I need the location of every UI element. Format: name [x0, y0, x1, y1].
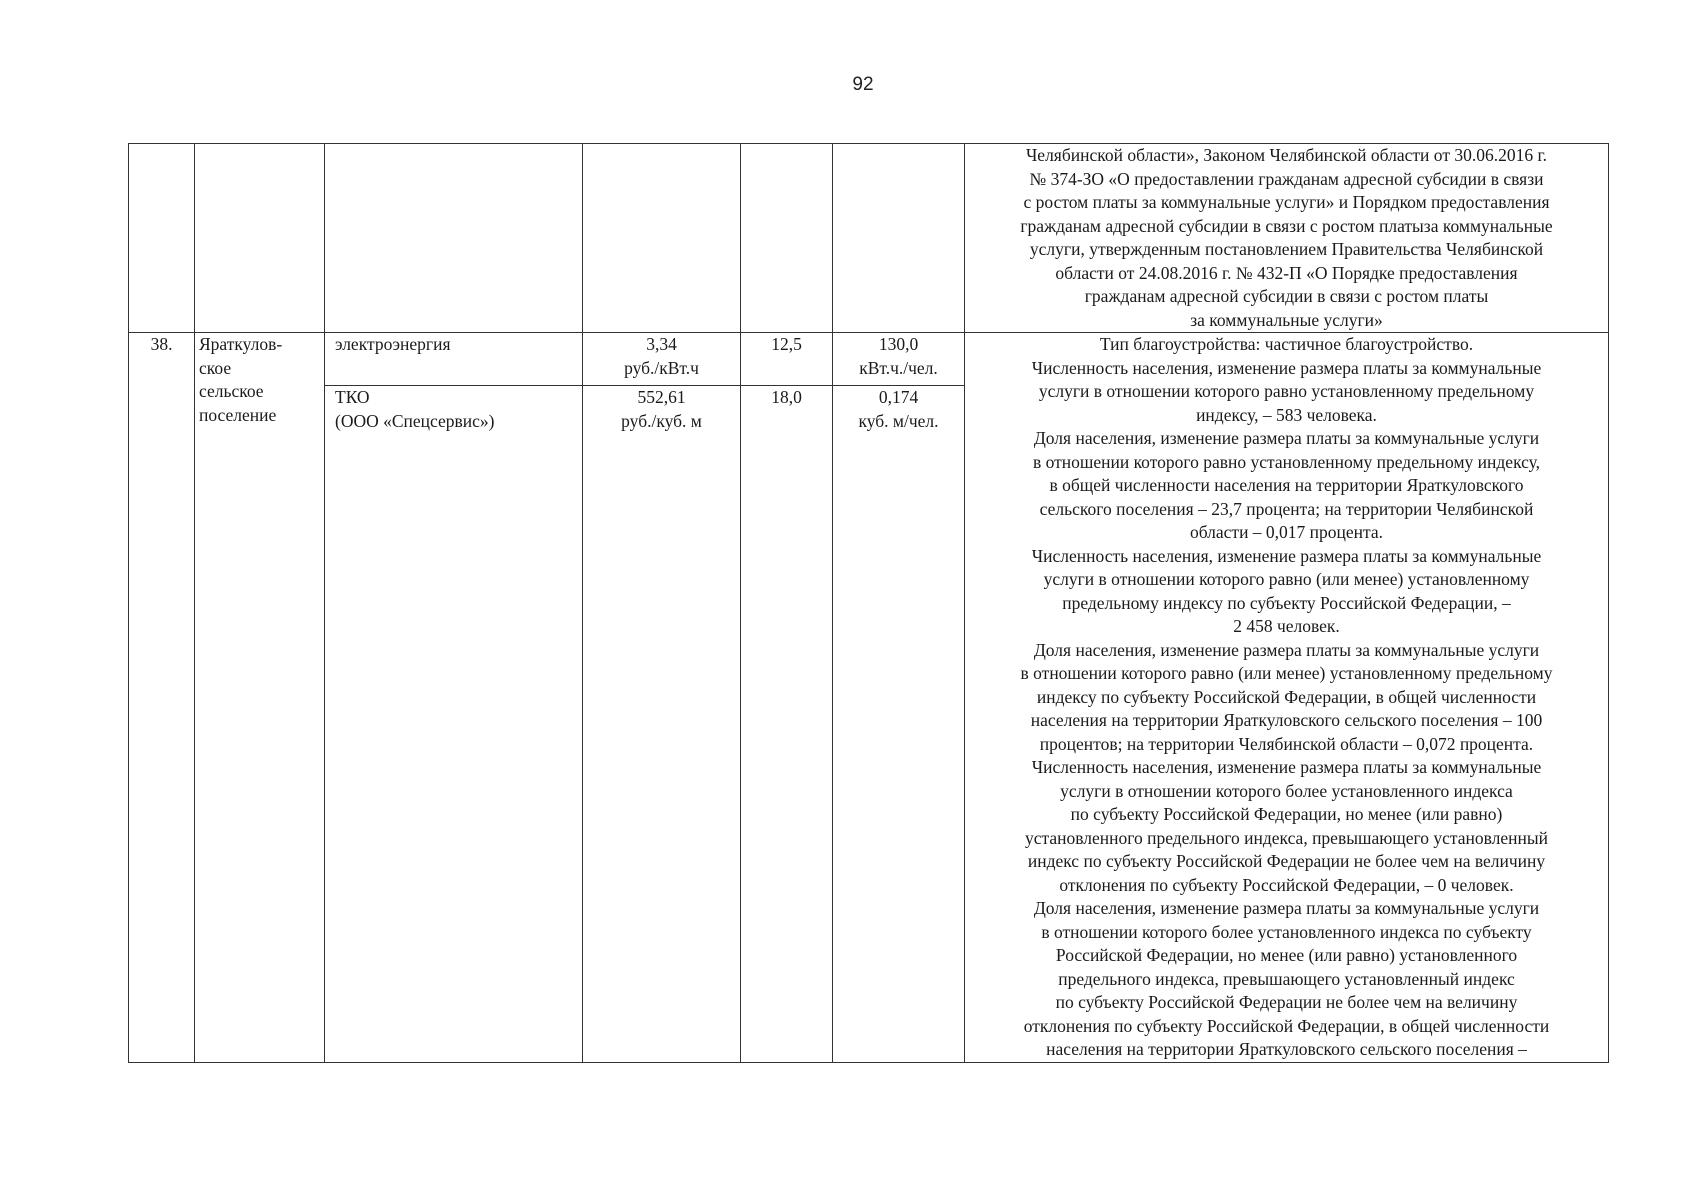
text-line: индексу, – 583 человека. — [1196, 404, 1377, 425]
tariff-table — [128, 143, 1609, 1063]
service-name: ТКО (ООО «Спецсервис») — [325, 386, 583, 1063]
text-line: области от 24.08.2016 г. № 432-П «О Порядке предоставления — [1055, 262, 1518, 283]
text-line: Челябинской области», Законом Челябинской области от 30.06.2016 г. — [1025, 145, 1548, 165]
row-number: 38. — [129, 333, 195, 1063]
continuation-notes-cell — [965, 144, 1609, 333]
text-line: с ростом платы за коммунальные услуги» и Порядком предоставления — [1023, 192, 1550, 212]
text-line: области – 0,017 процента. — [1189, 522, 1384, 542]
cell-empty — [833, 144, 965, 333]
service-growth: 12,5 — [741, 333, 833, 386]
text-line: по субъекту Российской Федерации не более чем на величину — [1055, 992, 1518, 1012]
service-norm: 130,0 кВт.ч./чел. — [833, 333, 965, 386]
page-number: 92 — [852, 74, 874, 95]
text-line: Доля населения, изменение размера платы за коммунальные услуги — [1033, 428, 1540, 448]
text-line: № 374-ЗО «О предоставлении гражданам адресной субсидии в связи — [1029, 168, 1544, 189]
text-line: установленного предельного индекса, превышающего установленный — [1024, 827, 1549, 848]
cell-empty — [583, 144, 741, 333]
text-line: по субъекту Российской Федерации, но менее (или равно) — [1070, 804, 1503, 824]
text-line: Доля населения, изменение размера платы за коммунальные услуги — [1033, 898, 1540, 918]
cell-empty — [129, 144, 195, 333]
text-line: населения на территории Яраткуловского сельского поселения – — [1046, 1039, 1527, 1059]
text-line: в общей численности населения на территории Яраткуловского — [1049, 475, 1524, 495]
text-line: услуги в отношении которого равно установленному предельному — [1038, 381, 1535, 401]
text-line: процентов; на территории Челябинской области – 0,072 процента. — [1039, 733, 1534, 754]
text-line: индекс по субъекту Российской Федерации не более чем на величину — [1027, 851, 1546, 871]
text-line: услуги, утвержденным постановлением Правительства Челябинской — [1029, 239, 1544, 259]
cell-empty — [325, 144, 583, 333]
text-line: населения на территории Яраткуловского сельского поселения – 100 — [1030, 710, 1543, 730]
service-growth: 18,0 — [741, 386, 833, 1063]
text-line: Российской Федерации, но менее (или равно) установленного — [1055, 945, 1518, 965]
text-line: Численность населения, изменение размера платы за коммунальные — [1031, 757, 1542, 777]
text-line: Доля населения, изменение размера платы за коммунальные услуги — [1033, 639, 1540, 660]
service-tariff: 3,34 руб./кВт.ч — [583, 333, 741, 386]
text-line: услуги в отношении которого более установленного индекса — [1060, 780, 1513, 801]
text-line: в отношении которого более установленного индекса по субъекту — [1041, 921, 1532, 942]
text-line: услуги в отношении которого равно (или менее) установленному — [1043, 569, 1530, 589]
cell-empty — [741, 144, 833, 333]
text-line: отклонения по субъекту Российской Федерации, – 0 человек. — [1059, 874, 1514, 895]
table-row-continuation — [129, 144, 1609, 333]
text-line: Тип благоустройства: частичное благоустройство. — [1099, 334, 1474, 354]
municipality-name: Яраткулов- ское сельское поселение — [195, 333, 325, 1063]
text-line: сельского поселения – 23,7 процента; на территории Челябинской — [1039, 498, 1534, 519]
text-line: за коммунальные услуги» — [1190, 309, 1383, 330]
text-line: в отношении которого равно (или менее) установленному предельному — [1020, 663, 1553, 683]
text-line: индексу по субъекту Российской Федерации, в общей численности — [1036, 686, 1537, 707]
text-line: предельного индекса, превышающего установленный индекс — [1058, 968, 1515, 989]
service-norm: 0,174 куб. м/чел. — [833, 386, 965, 1063]
notes-cell — [965, 333, 1609, 1063]
service-tariff: 552,61 руб./куб. м — [583, 386, 741, 1063]
text-line: 2 458 человек. — [1233, 616, 1340, 636]
cell-empty — [195, 144, 325, 333]
text-line: предельному индексу по субъекту Российской Федерации, – — [1062, 592, 1511, 613]
text-line: гражданам адресной субсидии в связи с ростом платыза коммунальные — [1020, 215, 1553, 236]
service-name: электроэнергия — [325, 333, 583, 386]
text-line: Численность населения, изменение размера платы за коммунальные — [1031, 357, 1542, 378]
text-line: гражданам адресной субсидии в связи с ростом платы — [1084, 286, 1489, 306]
table-row-38-service-1 — [129, 333, 1609, 386]
text-line: отклонения по субъекту Российской Федерации, в общей численности — [1023, 1015, 1550, 1036]
text-line: Численность населения, изменение размера платы за коммунальные — [1031, 545, 1542, 566]
text-line: в отношении которого равно установленному предельному индексу, — [1032, 451, 1541, 472]
